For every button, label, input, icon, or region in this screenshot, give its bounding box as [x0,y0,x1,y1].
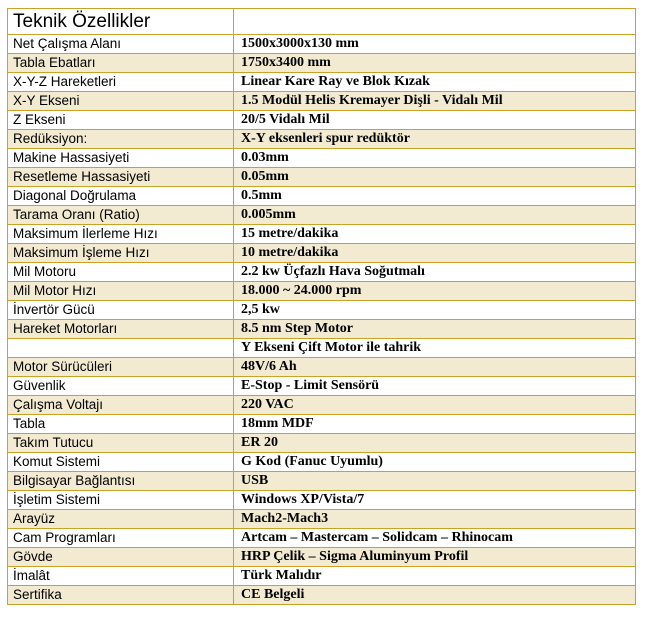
spec-label: Resetleme Hassasiyeti [8,168,234,187]
spec-row [8,377,636,396]
spec-value: 20/5 Vidalı Mil [234,111,636,130]
spec-label: Z Ekseni [8,111,234,130]
spec-row [8,320,636,339]
spec-row [8,149,636,168]
spec-value: 2.2 kw Üçfazlı Hava Soğutmalı [234,263,636,282]
spec-value: 15 metre/dakika [234,225,636,244]
spec-row [8,529,636,548]
spec-label: Gövde [8,548,234,567]
spec-label: Arayüz [8,510,234,529]
spec-value: 2,5 kw [234,301,636,320]
spec-row [8,225,636,244]
spec-label: Güvenlik [8,377,234,396]
spec-value: Artcam – Mastercam – Solidcam – Rhinocam [234,529,636,548]
spec-label: Makine Hassasiyeti [8,149,234,168]
spec-label: İmalât [8,567,234,586]
spec-label: Tabla [8,415,234,434]
spec-value: 1750x3400 mm [234,54,636,73]
spec-value: 0.05mm [234,168,636,187]
spec-value: Türk Malıdır [234,567,636,586]
spec-value: 0.005mm [234,206,636,225]
spec-value: 18mm MDF [234,415,636,434]
spec-row [8,54,636,73]
spec-table [7,8,636,605]
spec-row [8,396,636,415]
spec-label: İşletim Sistemi [8,491,234,510]
spec-label: Net Çalışma Alanı [8,35,234,54]
spec-value: 48V/6 Ah [234,358,636,377]
spec-row [8,301,636,320]
spec-label: İnvertör Gücü [8,301,234,320]
spec-row [8,472,636,491]
title-row [8,9,636,35]
spec-value: USB [234,472,636,491]
spec-label: Mil Motor Hızı [8,282,234,301]
spec-label: Çalışma Voltajı [8,396,234,415]
spec-row [8,510,636,529]
spec-value: 8.5 nm Step Motor [234,320,636,339]
spec-label: Tabla Ebatları [8,54,234,73]
spec-value: Y Ekseni Çift Motor ile tahrik [234,339,636,358]
spec-row [8,567,636,586]
spec-row [8,35,636,54]
spec-row [8,491,636,510]
spec-value: Linear Kare Ray ve Blok Kızak [234,73,636,92]
spec-value: 0.5mm [234,187,636,206]
spec-row [8,130,636,149]
table-title: Teknik Özellikler [8,9,234,35]
spec-value: HRP Çelik – Sigma Aluminyum Profil [234,548,636,567]
spec-value: 18.000 ~ 24.000 rpm [234,282,636,301]
spec-value: X-Y eksenleri spur redüktör [234,130,636,149]
spec-row [8,244,636,263]
spec-row [8,206,636,225]
spec-row [8,586,636,605]
spec-label: Takım Tutucu [8,434,234,453]
spec-label: X-Y Ekseni [8,92,234,111]
spec-row [8,263,636,282]
spec-label: Mil Motoru [8,263,234,282]
spec-value: Mach2-Mach3 [234,510,636,529]
spec-label: Maksimum İşleme Hızı [8,244,234,263]
spec-value: E-Stop - Limit Sensörü [234,377,636,396]
spec-row [8,415,636,434]
spec-table-body [8,9,636,605]
spec-row [8,548,636,567]
spec-label: Bilgisayar Bağlantısı [8,472,234,491]
spec-row [8,187,636,206]
spec-value: 10 metre/dakika [234,244,636,263]
spec-row [8,168,636,187]
spec-row [8,358,636,377]
spec-value: Windows XP/Vista/7 [234,491,636,510]
spec-row [8,339,636,358]
spec-label: Hareket Motorları [8,320,234,339]
spec-row [8,73,636,92]
spec-label: Sertifika [8,586,234,605]
spec-row [8,434,636,453]
spec-value: ER 20 [234,434,636,453]
spec-label: Diagonal Doğrulama [8,187,234,206]
title-empty-cell [234,9,636,35]
spec-row [8,453,636,472]
spec-label: X-Y-Z Hareketleri [8,73,234,92]
spec-value: CE Belgeli [234,586,636,605]
spec-label: Redüksiyon: [8,130,234,149]
spec-label: Motor Sürücüleri [8,358,234,377]
spec-label: Tarama Oranı (Ratio) [8,206,234,225]
spec-label [8,339,234,358]
spec-value: G Kod (Fanuc Uyumlu) [234,453,636,472]
spec-label: Komut Sistemi [8,453,234,472]
spec-value: 0.03mm [234,149,636,168]
spec-row [8,92,636,111]
spec-row [8,282,636,301]
spec-label: Cam Programları [8,529,234,548]
spec-row [8,111,636,130]
spec-label: Maksimum İlerleme Hızı [8,225,234,244]
spec-value: 220 VAC [234,396,636,415]
spec-value: 1500x3000x130 mm [234,35,636,54]
spec-value: 1.5 Modül Helis Kremayer Dişli - Vidalı Mil [234,92,636,111]
